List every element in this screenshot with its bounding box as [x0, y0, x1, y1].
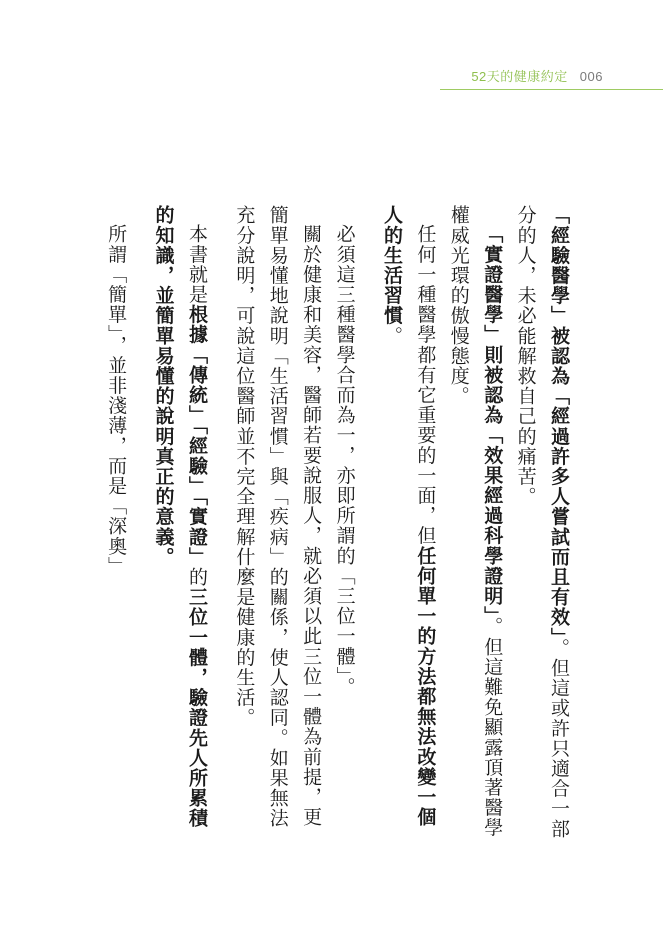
paragraph	[146, 205, 213, 845]
text-segment: 。	[380, 325, 403, 346]
text-segment: 的	[185, 566, 208, 587]
emphasis-text: 「實證醫學」則被認為「效果經過科學證明」	[481, 224, 504, 617]
text-segment: 關於健康和美容，醫師若要說服人，就必須以此三位一體為前提，更簡單易懂地說明「生活習慣」與「疾病」的關係，使人認同。如果無法充分說明，可說這位醫師並不完全理解什麼是健康的生活。	[233, 205, 323, 829]
text-segment: 任何一種醫學都有它重要的一面，但	[414, 224, 437, 546]
page-number: 006	[579, 69, 603, 84]
paragraph	[508, 205, 575, 845]
running-header	[471, 66, 603, 85]
text-segment: 所謂「簡單」，並非淺薄，而是「深奧」	[105, 224, 128, 577]
paragraph	[327, 205, 360, 845]
paragraph	[99, 205, 132, 845]
paragraph	[375, 205, 442, 845]
text-segment: 。但這或許只適合一部分的人，未必能解救自己的痛苦。	[514, 205, 570, 839]
paragraph	[441, 205, 508, 845]
emphasis-text: 「經驗醫學」被認為「經過許多人嘗試而且有效」	[548, 205, 570, 638]
text-segment: 必須這三種醫學合而為一，亦即所謂的「三位一體」。	[333, 224, 356, 697]
book-title: 52天的健康約定	[471, 69, 568, 84]
paragraph	[227, 205, 327, 845]
text-segment: 。但這難免顯露頂著醫學權威光環的傲慢態度。	[447, 205, 504, 838]
body-text	[99, 205, 575, 845]
header-rule	[440, 89, 663, 90]
emphasis-text: 三位一體，驗證先人所累積的知識，並簡單易懂的說明真正的意義。	[152, 205, 208, 829]
emphasis-text: 任何單一的方法都無法改變一個人的生活習慣	[380, 205, 437, 828]
emphasis-text: 根據「傳統」「經驗」「實證」	[185, 304, 208, 567]
text-segment: 本書就是	[185, 224, 208, 305]
